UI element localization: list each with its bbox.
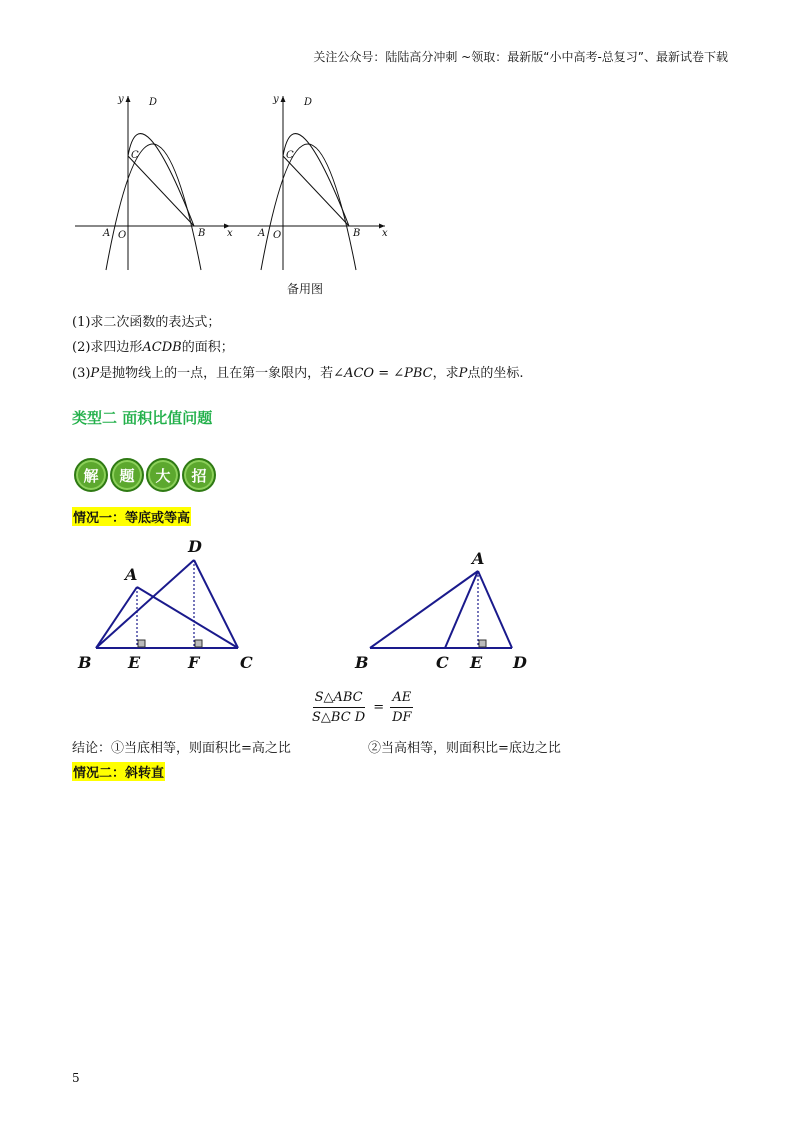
area-ratio-formula (310, 690, 414, 725)
question-3-aco: ACO (344, 366, 375, 381)
figure-equal-height (370, 571, 512, 648)
badge-char-2: 题 (110, 458, 144, 492)
question-2-math: ACDB (142, 340, 182, 355)
triangle-figures (70, 530, 570, 675)
graph-label-O: O (118, 230, 127, 241)
formula-left-numerator: S△ABC (313, 690, 365, 708)
question-2-suffix: 的面积； (181, 340, 234, 355)
graph2-label-x: x (382, 228, 388, 239)
parabola-graphs (70, 88, 400, 278)
formula-left-fraction (310, 690, 367, 725)
question-3-text1: 是抛物线上的一点，且在第一象限内，若∠ (99, 366, 345, 381)
tips-badge (74, 458, 218, 492)
graph-label-x: x (227, 228, 233, 239)
badge-char-4: 招 (182, 458, 216, 492)
fig2-label-C: C (436, 653, 449, 672)
fig2-label-B: B (355, 653, 369, 672)
graph2-label-C: C (286, 150, 294, 161)
question-3-eq: = ∠ (374, 366, 405, 381)
section-heading: 类型二 面积比值问题 (72, 409, 213, 427)
question-3 (72, 362, 524, 381)
formula-equals: = (373, 700, 385, 715)
page-number: 5 (72, 1071, 80, 1085)
graph2-label-y: y (273, 94, 279, 105)
case-2-heading: 情况二：斜转直 (72, 762, 165, 781)
fig1-label-C: C (240, 653, 253, 672)
formula-right-fraction (390, 690, 413, 725)
question-3-num: (3) (72, 366, 91, 381)
formula-right-numerator: AE (390, 690, 413, 708)
fig2-label-A: A (472, 549, 485, 568)
question-3-p2: P (458, 366, 468, 381)
graph2-label-D: D (304, 97, 313, 108)
graph-label-y: y (118, 94, 124, 105)
fig2-label-D: D (513, 653, 527, 672)
graph-backup (230, 94, 388, 270)
question-3-pbc: PBC (404, 366, 433, 381)
fig2-label-E: E (470, 653, 483, 672)
graph2-label-A: A (258, 228, 266, 239)
fig1-label-F: F (188, 653, 200, 672)
question-3-text3: 点的坐标. (467, 366, 524, 381)
graph2-label-B: B (353, 228, 361, 239)
fig1-label-B: B (78, 653, 92, 672)
conclusion-part-1: 结论：①当底相等，则面积比=高之比 (72, 741, 291, 756)
formula-right-denominator: DF (392, 710, 412, 725)
graph-main (75, 94, 233, 270)
conclusion-part-2: ②当高相等，则面积比=底边之比 (368, 741, 561, 756)
graph-label-B: B (198, 228, 206, 239)
graph2-label-O: O (273, 230, 282, 241)
page-header: 关注公众号：陆陆高分冲刺 ~领取：最新版“小中高考-总复习”、最新试卷下载 (313, 50, 728, 64)
fig1-label-D: D (188, 537, 202, 556)
graph-label-C: C (131, 150, 139, 161)
question-2-prefix: (2)求四边形 (72, 340, 143, 355)
question-3-p: P (90, 366, 100, 381)
graph-caption: 备用图 (287, 282, 324, 296)
question-2 (72, 336, 234, 355)
question-3-text2: ，求 (432, 366, 459, 381)
badge-char-1: 解 (74, 458, 108, 492)
question-1: (1)求二次函数的表达式； (72, 315, 221, 330)
formula-left-denominator: S△BC D (312, 710, 366, 725)
badge-char-3: 大 (146, 458, 180, 492)
case-1-heading: 情况一：等底或等高 (72, 507, 191, 526)
fig1-label-A: A (125, 565, 138, 584)
fig1-label-E: E (128, 653, 141, 672)
graph-label-D: D (149, 97, 158, 108)
graph-label-A: A (103, 228, 111, 239)
figure-equal-base (96, 560, 238, 648)
